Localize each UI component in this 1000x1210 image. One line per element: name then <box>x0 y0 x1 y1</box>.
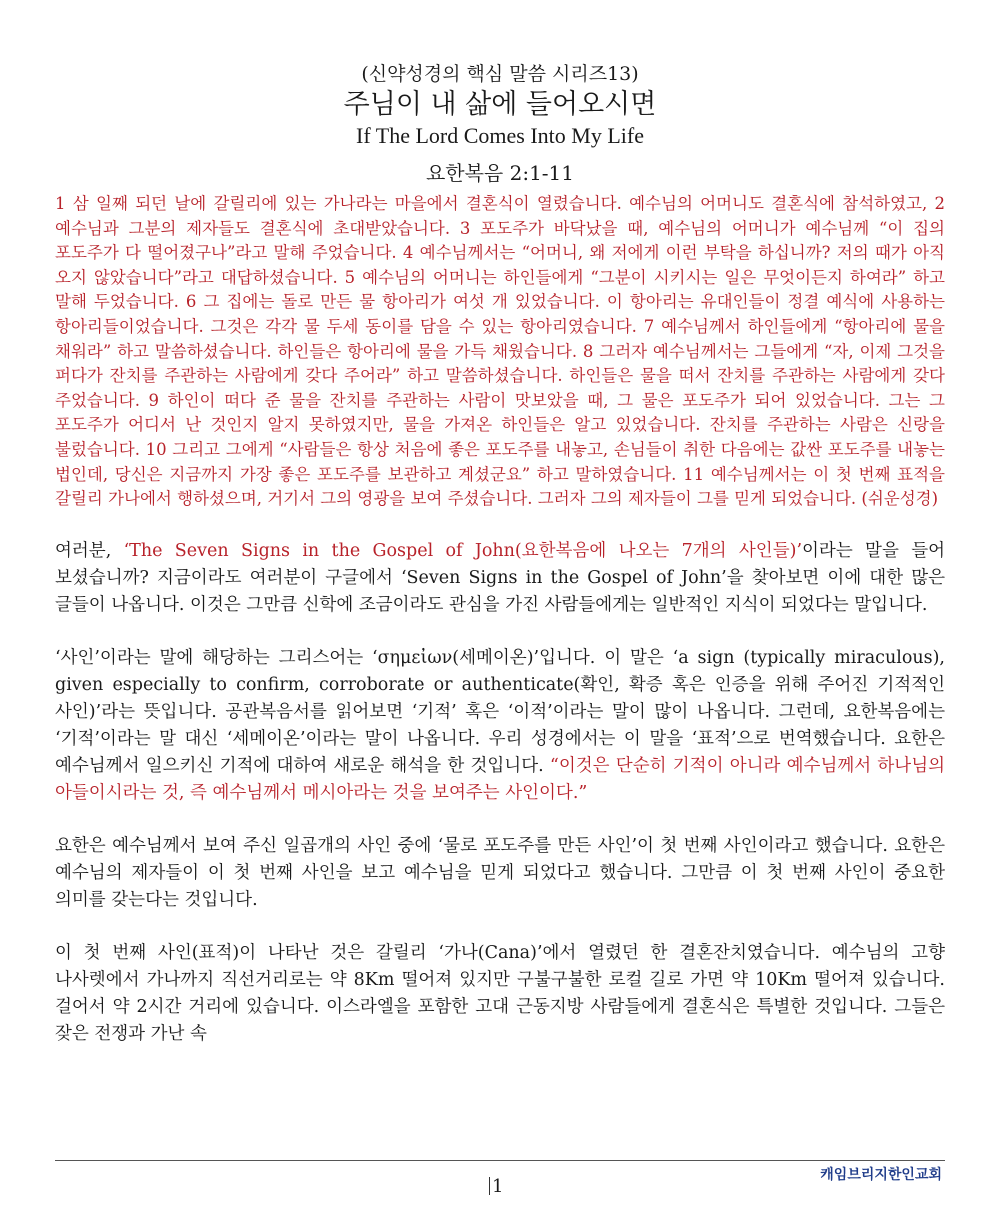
paragraph-3: 요한은 예수님께서 보여 주신 일곱개의 사인 중에 ‘물로 포도주를 만든 사인’이 첫 번째 사인이라고 했습니다. 요한은 예수님의 제자들이 이 첫 번째 사인을 보고 예수님을 믿게 되었다고 했습니다. 그만큼 이 첫 번째 사인이 중요한 의미를 갖는다는 것입니다. <box>55 835 945 910</box>
page-title: 주님이 내 삶에 들어오시면 <box>343 89 657 120</box>
document-page <box>55 0 945 1048</box>
paragraph-1-highlight: ‘The Seven Signs in the Gospel of John(요한복음에 나오는 7개의 사인들)’ <box>123 540 803 561</box>
paragraph-2 <box>55 645 945 807</box>
paragraph-1-text-b: 이라는 말을 들어 보셨습니까? 지금이라도 여러분이 구글에서 ‘Seven Signs in the Gospel of John’을 찾아보면 이에 대한 많은 글들이 나옵니다. 이것은 그만큼 신학에 조금이라도 관심을 가진 사람들에게는 일반적인 지식이 되었다는 말입니다. <box>55 540 945 615</box>
paragraph-1-text-a: 여러분, <box>55 540 124 561</box>
scripture-text: 1 삼 일째 되던 날에 갈릴리에 있는 가나라는 마을에서 결혼식이 열렸습니다. 예수님의 어머니도 결혼식에 참석하였고, 2 예수님과 그분의 제자들도 결혼식에 초대받았습니다. 3 포도주가 바닥났을 때, 예수님의 어머니가 예수님께 “이 집의 포도주가 다 떨어졌구나”라고 말해 주었습니다. 4 예수님께서는 “어머니, 왜 저에게 이런 부탁을 하십니까? 저의 때가 아직 오지 않았습니다”라고 대답하셨습니다. 5 예수님의 어머니는 하인들에게 “그분이 시키시는 일은 무엇이든지 하여라” 하고 말해 두었습니다. 6 그 집에는 돌로 만든 물 항아리가 여섯 개 있었습니다. 이 항아리는 유대인들이 정결 예식에 사용하는 항아리들이었습니다. 그것은 각각 물 두세 동이를 담을 수 있는 항아리였습니다. 7 예수님께서 하인들에게 “항아리에 물을 채워라” 하고 말씀하셨습니다. 하인들은 항아리에 물을 가득 채웠습니다. 8 그러자 예수님께서는 그들에게 “자, 이제 그것을 퍼다가 잔치를 주관하는 사람에게 갖다 주어라” 하고 말씀하셨습니다. 하인들은 물을 떠서 잔치를 주관하는 사람에게 갖다 주었습니다. 9 하인이 떠다 준 물을 잔치를 주관하는 사람이 맛보았을 때, 그 물은 포도주가 되어 있었습니다. 그는 그 포도주가 어디서 난 것인지 알지 못하였지만, 물을 가져온 하인들은 알고 있었습니다. 잔치를 주관하는 사람은 신랑을 불렀습니다. 10 그리고 그에게 “사람들은 항상 처음에 좋은 포도주를 내놓고, 손님들이 취한 다음에는 값싼 포도주를 내놓는 법인데, 당신은 지금까지 가장 좋은 포도주를 보관하고 계셨군요” 하고 말하였습니다. 11 예수님께서는 이 첫 번째 표적을 갈릴리 가나에서 행하셨으며, 거기서 그의 영광을 보여 주셨습니다. 그러자 그의 제자들이 그를 믿게 되었습니다. (쉬운성경) <box>55 194 945 509</box>
page-subtitle-english: If The Lord Comes Into My Life <box>356 123 644 148</box>
page-number-value: 1 <box>492 1176 504 1197</box>
church-name: 캐임브리지한인교회 <box>820 1167 942 1183</box>
paragraph-2-highlight: “이것은 단순히 기적이 아니라 예수님께서 하나님의 아들이시라는 것, 즉 예수님께서 메시아라는 것을 보여주는 사인이다.” <box>55 755 946 803</box>
paragraph-4: 이 첫 번째 사인(표적)이 나타난 것은 갈릴리 ‘가나(Cana)’에서 열렸던 한 결혼잔치였습니다. 예수님의 고향 나사렛에서 가나까지 직선거리로는 약 8Km 떨어져 있지만 구불구불한 로컬 길로 가면 약 10Km 떨어져 있습니다. 걸어서 약 2시간 거리에 있습니다. 이스라엘을 포함한 고대 근동지방 사람들에게 결혼식은 특별한 것입니다. 그들은 잦은 전쟁과 가난 속 <box>55 942 945 1044</box>
page-number-bar <box>489 1177 490 1195</box>
page-number <box>489 1176 503 1197</box>
paragraph-1 <box>55 538 945 619</box>
paragraph-2-text: ‘사인’이라는 말에 해당하는 그리스어는 ‘σημεἰων(세메이온)’입니다. 이 말은 ‘a sign (typically miraculous), given especially to confirm, corroborate or authenticate(확인, 확증 혹은 인증을 위해 주어진 기적적인 사인)’라는 뜻입니다. 공관복음서를 읽어보면 ‘기적’ 혹은 ‘이적’이라는 말이 많이 나옵니다. 그런데, 요한복음에는 ‘기적’이라는 말 대신 ‘세메이온’이라는 말이 나옵니다. 우리 성경에서는 이 말을 ‘표적’으로 번역했습니다. 요한은 예수님께서 일으키신 기적에 대하여 새로운 해석을 한 것입니다. <box>55 647 945 776</box>
scripture-reference: 요한복음 2:1-11 <box>425 161 575 185</box>
footer-divider <box>55 1160 945 1161</box>
series-label: (신약성경의 핵심 말씀 시리즈13) <box>361 63 639 85</box>
